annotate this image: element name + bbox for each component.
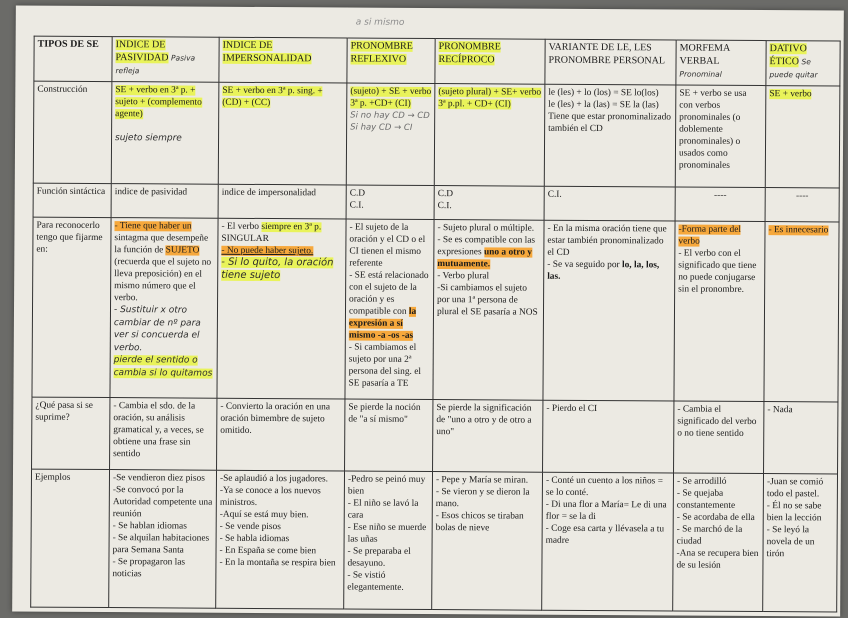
example-item: -Ana se recupera bien de su lesión — [676, 548, 759, 572]
cell-reconocer-dativo: - Es innecesario — [764, 222, 839, 402]
example-item: - Se hablan idiomas — [112, 521, 187, 532]
label-funcion: Función sintáctica — [33, 183, 111, 217]
header-pasividad: INDICE DE PASIVIDAD Pasiva refleja — [112, 37, 219, 83]
cell-suprime-dativo: - Nada — [764, 402, 838, 474]
cell-reconocer-pasividad: - Tiene que haber un sintagma que desempeñe la función de SUJETO (recuerda que el sujeto no lleva preposición) en el mismo número que el verbo. - Sustituir x otro cambiar de nº para ver si concuerda el verbo. pierde el sentido o cambia si lo quitamos — [110, 218, 218, 399]
example-item: - Se leyó la novela de un tirón — [766, 525, 815, 560]
example-item: -Se vendieron diez pisos — [112, 473, 205, 484]
cell-construccion-reciproco: (sujeto plural) + SE+ verbo 3ª p.pl. + CD+ (CI) — [434, 84, 545, 187]
example-item: - Se vieron y se dieron la mano. — [435, 487, 530, 510]
cell-construccion-morfema: SE + verbo se usa con verbos pronominales (o doblemente pronominales) o usados como pronominales — [675, 85, 766, 188]
example-item: - Se habla idiomas — [219, 533, 290, 545]
header-tipos: TIPOS DE SE — [34, 36, 112, 81]
example-item: - Se marchó de la ciudad — [676, 524, 743, 547]
example-item: - Se vende pisos — [219, 521, 281, 533]
label-construccion: Construcción — [33, 81, 112, 183]
cell-funcion-morfema: ---- — [675, 187, 765, 222]
cell-suprime-reciproco: Se pierde la significación de "uno a otro y de otro a uno" — [433, 400, 543, 473]
example-item: - Coge esa carta y llévasela a tu madre — [545, 523, 665, 547]
se-types-table — [30, 36, 840, 613]
example-item: - En la montaña se respira bien — [219, 557, 336, 569]
cell-ejemplos-impersonalidad — [216, 470, 345, 609]
example-item: - Pepe y María se miran. — [435, 475, 529, 486]
example-item: -Se aplaudió a los jugadores. — [219, 473, 329, 485]
pencil-note: a si mismo — [355, 17, 405, 28]
example-item: - Se propagaron las noticias — [112, 557, 186, 580]
cell-reconocer-morfema: -Forma parte del verbo - El verbo con el significado que tiene no puede conjugarse sin el pronombre. — [674, 221, 765, 402]
example-item: - El niño se lavó la cara — [347, 498, 419, 521]
cell-suprime-morfema: - Cambia el significado del verbo o no tiene sentido — [674, 401, 764, 474]
example-item: - Se preparaba el desayuno. — [347, 546, 411, 569]
cell-ejemplos-pasividad — [109, 470, 217, 609]
example-item: -Se convocó por la Autoridad competente una reunión — [112, 485, 213, 520]
row-ejemplos — [31, 469, 838, 612]
cell-reconocer-variante: - En la misma oración tiene que estar también pronominalizado el CD - Se va seguido por lo, la, los, las. — [543, 220, 675, 401]
cell-reconocer-reciproco: - Sujeto plural o múltiple. - Se es compatible con las expresiones uno a otro y mutuamente. - Verbo plural -Si cambiamos el sujeto por una 1ª persona de plural el SE pasaría a NOS — [433, 220, 544, 401]
cell-ejemplos-variante — [542, 472, 674, 611]
cell-construccion-dativo: SE + verbo — [765, 86, 840, 188]
cell-funcion-variante: C.I. — [544, 186, 675, 221]
example-item: -Pedro se peinó muy bien — [347, 474, 426, 497]
cell-construccion-variante: le (les) + lo (los) = SE lo(los) le (les) + la (las) = SE la (las) Tiene que estar pronominalizado también el CD — [544, 84, 676, 187]
cell-ejemplos-dativo — [763, 474, 838, 612]
cell-suprime-reflexivo: Se pierde la noción de "a sí mismo" — [345, 399, 433, 472]
cell-construccion-impersonalidad: SE + verbo en 3ª p. sing. + (CD) + (CC) — [218, 82, 347, 185]
row-construccion — [33, 81, 840, 188]
cell-ejemplos-reciproco — [432, 472, 543, 611]
header-variante: VARIANTE DE LE, LES PRONOMBRE PERSONAL — [545, 39, 676, 85]
example-item: - En España se come bien — [219, 545, 317, 557]
cell-funcion-dativo: ---- — [765, 188, 839, 222]
header-morfema: MORFEMA VERBAL Pronominal — [676, 40, 766, 86]
cell-construccion-reflexivo: (sujeto) + SE + verbo 3ª p. +CD+ (CI) Si no hay CD → CD Si hay CD → CI — [346, 83, 435, 186]
label-reconocer: Para reconocerlo tengo que fijarme en: — [32, 217, 111, 397]
header-impersonalidad: INDICE DE IMPERSONALIDAD — [219, 37, 347, 83]
cell-suprime-variante: - Pierdo el CI — [543, 400, 674, 473]
cell-ejemplos-morfema — [673, 473, 764, 612]
cell-funcion-pasividad: indice de pasividad — [111, 184, 218, 219]
example-item: - Se vistió elegantemente. — [347, 570, 404, 594]
example-item: -Ya se conoce a los nuevos ministros. — [219, 485, 321, 509]
header-dativo: DATIVO ÉTICO Se puede quitar — [766, 41, 840, 86]
cell-reconocer-impersonalidad: - El verbo siempre en 3ª p. SINGULAR - No puede haber sujeto. - Si lo quito, la oración tiene sujeto — [217, 218, 346, 399]
example-item: - Se alquilan habitaciones para Semana Santa — [112, 533, 210, 556]
example-item: - Conté un cuento a los niños = se lo conté. — [545, 475, 663, 499]
cell-funcion-reflexivo: C.D C.I. — [346, 185, 434, 220]
cell-ejemplos-reflexivo — [344, 471, 433, 610]
header-row — [34, 36, 840, 86]
cell-reconocer-reflexivo: - El sujeto de la oración y el CD o el CI tienen el mismo referente - SE está relacionado con el sujeto de la oración y es compatible con la expresión a sí mismo -a -os -as - Si cambiamos el sujeto por una 2ª persona del sing. el SE pasaría a TE — [345, 219, 434, 400]
cell-funcion-reciproco: C.D C.I. — [434, 186, 544, 221]
row-funcion — [33, 183, 839, 222]
example-item: -Juan se comió todo el pastel. — [766, 477, 824, 500]
cell-funcion-impersonalidad: indice de impersonalidad — [218, 184, 346, 219]
row-reconocer — [32, 217, 839, 402]
label-suprime: ¿Qué pasa si se suprime? — [32, 397, 110, 469]
example-item: - Se arrodilló — [676, 476, 727, 487]
example-item: - Di una flor a María= Le di una flor = se la di — [545, 499, 667, 523]
example-item: - Ese niño se muerde las uñas — [347, 522, 427, 545]
cell-construccion-pasividad: SE + verbo en 3ª p. + sujeto + (complemento agente) sujeto siempre — [111, 82, 219, 185]
document-sheet — [12, 5, 844, 616]
example-item: - Se acordaba de ella — [676, 512, 755, 524]
label-ejemplos: Ejemplos — [31, 469, 110, 607]
cell-suprime-impersonalidad: - Convierto la oración en una oración bimembre de sujeto omitido. — [217, 398, 345, 471]
example-item: - Se quejaba constantemente — [676, 488, 736, 511]
cell-suprime-pasividad: - Cambia el sdo. de la oración, su análisis gramatical y, a veces, se obtiene una frase sin sentido — [110, 398, 217, 471]
row-suprime — [32, 397, 838, 474]
header-reflexivo: PRONOMBRE REFLEXIVO — [347, 38, 435, 84]
example-item: - Esos chicos se tiraban bolas de nieve — [435, 511, 524, 534]
example-item: -Aquí se está muy bien. — [219, 509, 309, 521]
example-item: - Él no se sabe bien la lección — [766, 501, 822, 524]
header-reciproco: PRONOMBRE RECÍPROCO — [435, 39, 545, 85]
